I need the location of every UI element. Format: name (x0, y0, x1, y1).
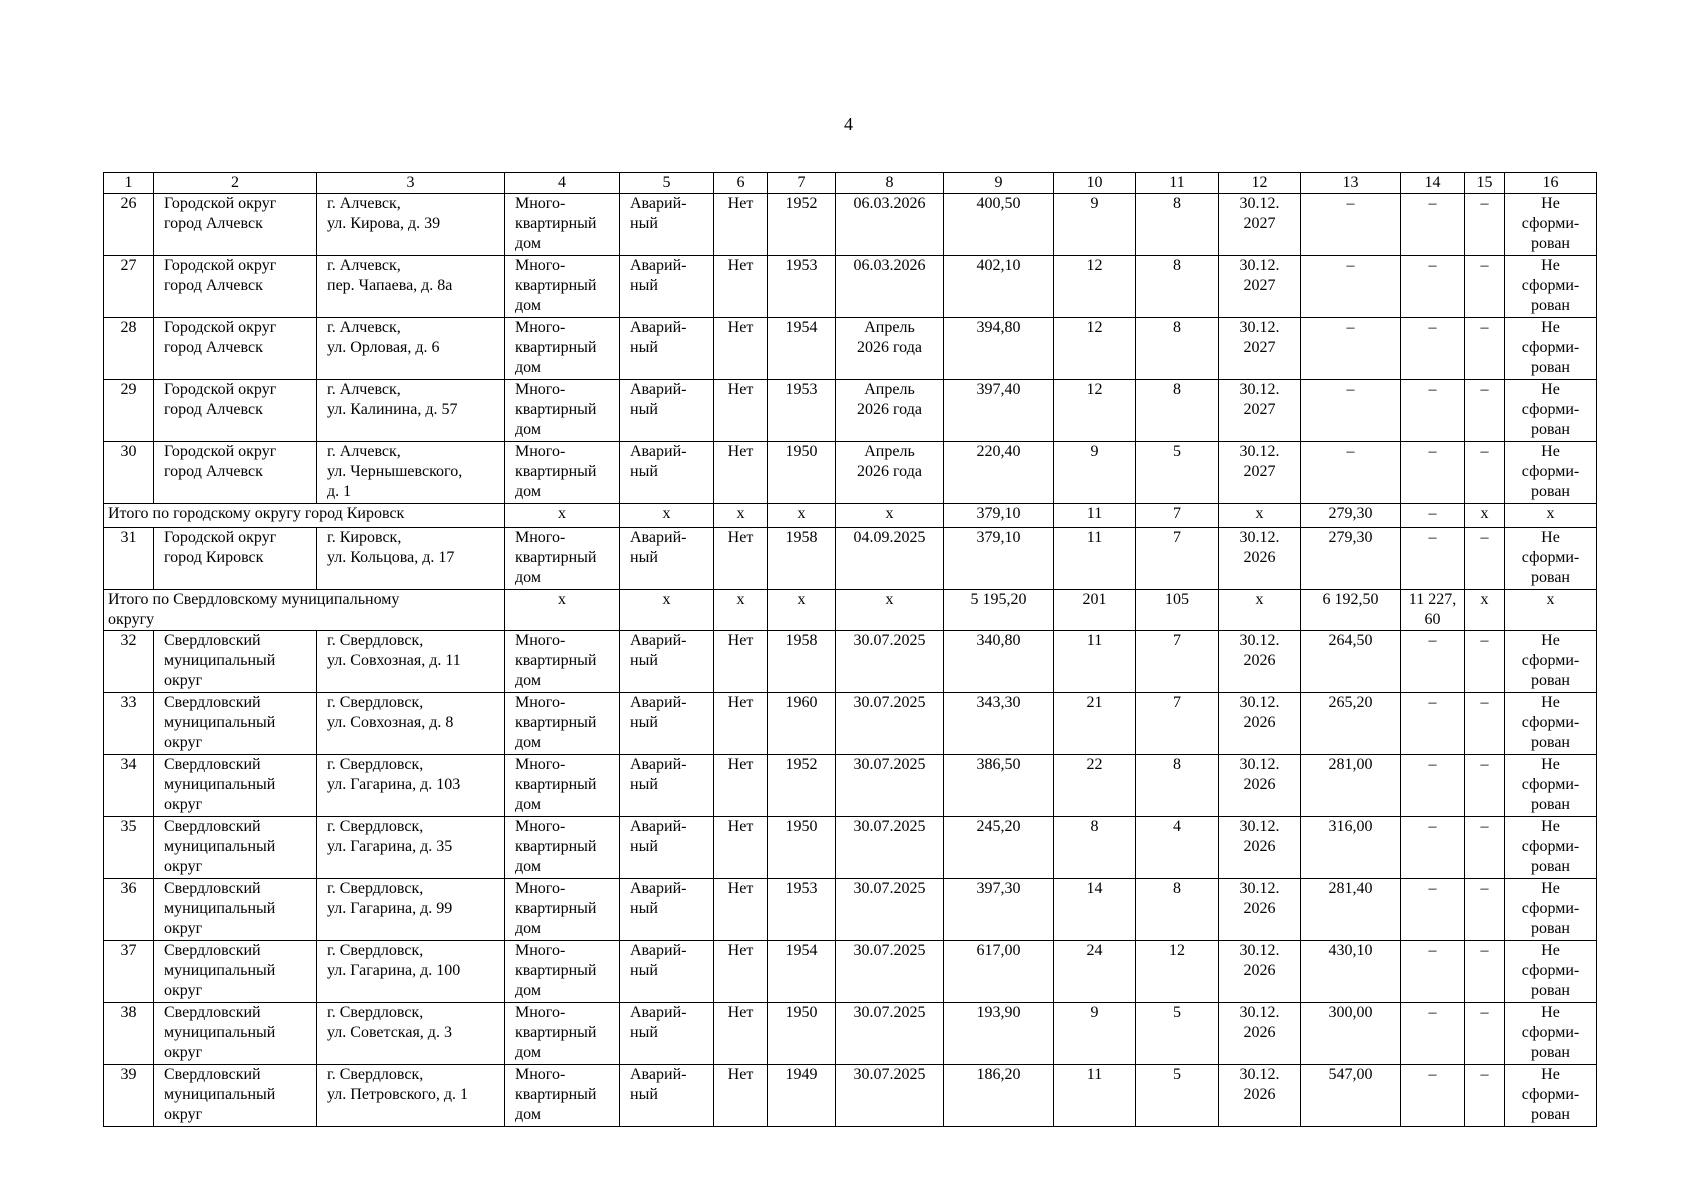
column-number: 11 (1136, 173, 1219, 194)
table-cell: – (1401, 693, 1465, 755)
table-row (104, 1003, 1597, 1065)
table-cell: Не сформи- рован (1505, 380, 1597, 442)
table-cell: Свердловский муниципальный округ (154, 693, 317, 755)
table-cell: 30.12. 2026 (1219, 631, 1301, 693)
table-cell: г. Свердловск, ул. Советская, д. 3 (317, 1003, 505, 1065)
table-cell: г. Кировск, ул. Кольцова, д. 17 (317, 528, 505, 590)
table-cell: 1954 (768, 318, 836, 380)
table-cell: Аварий- ный (620, 755, 714, 817)
table-cell: 397,30 (944, 879, 1054, 941)
table-cell: – (1465, 817, 1505, 879)
table-cell: 31 (104, 528, 154, 590)
table-cell: г. Свердловск, ул. Гагарина, д. 103 (317, 755, 505, 817)
table-cell: 30.07.2025 (836, 817, 944, 879)
subtotal-cell: 11 227, 60 (1401, 590, 1465, 631)
table-cell: Свердловский муниципальный округ (154, 941, 317, 1003)
table-cell: 11 (1054, 528, 1136, 590)
table-cell: 316,00 (1301, 817, 1401, 879)
column-number: 4 (505, 173, 620, 194)
subtotal-cell: x (836, 504, 944, 528)
table-cell: Не сформи- рован (1505, 693, 1597, 755)
subtotal-cell: x (505, 590, 620, 631)
table-cell: – (1401, 380, 1465, 442)
table-cell: г. Алчевск, ул. Орловая, д. 6 (317, 318, 505, 380)
table-cell: Много- квартирный дом (505, 528, 620, 590)
table-cell: 5 (1136, 1065, 1219, 1127)
table-cell: 265,20 (1301, 693, 1401, 755)
table-cell: Апрель 2026 года (836, 318, 944, 380)
table-cell: Аварий- ный (620, 879, 714, 941)
table-cell: г. Свердловск, ул. Гагарина, д. 35 (317, 817, 505, 879)
table-cell: 30.12. 2026 (1219, 879, 1301, 941)
table-cell: 06.03.2026 (836, 194, 944, 256)
table-cell: 1953 (768, 256, 836, 318)
table-cell: Много- квартирный дом (505, 194, 620, 256)
subtotal-cell: x (620, 590, 714, 631)
table-cell: Аварий- ный (620, 380, 714, 442)
table-cell: 9 (1054, 442, 1136, 504)
table-cell: – (1301, 318, 1401, 380)
table-cell: 4 (1136, 817, 1219, 879)
table-cell: 8 (1136, 318, 1219, 380)
table-cell: – (1301, 442, 1401, 504)
table-cell: – (1401, 631, 1465, 693)
subtotal-cell: x (1465, 504, 1505, 528)
table-cell: 5 (1136, 442, 1219, 504)
table-cell: 39 (104, 1065, 154, 1127)
table-cell: 8 (1136, 256, 1219, 318)
subtotal-cell: x (620, 504, 714, 528)
table-cell: Аварий- ный (620, 1065, 714, 1127)
table-cell: 7 (1136, 693, 1219, 755)
subtotal-cell: x (714, 590, 768, 631)
table-cell: 36 (104, 879, 154, 941)
table-cell: Много- квартирный дом (505, 817, 620, 879)
table-row (104, 817, 1597, 879)
table-cell: Аварий- ный (620, 256, 714, 318)
table-cell: 1950 (768, 817, 836, 879)
table-cell: Аварий- ный (620, 194, 714, 256)
table-cell: 9 (1054, 1003, 1136, 1065)
table-cell: 30.12. 2027 (1219, 318, 1301, 380)
table-cell: 245,20 (944, 817, 1054, 879)
table-row (104, 256, 1597, 318)
table-cell: Нет (714, 817, 768, 879)
table-cell: 5 (1136, 1003, 1219, 1065)
table-cell: 8 (1136, 755, 1219, 817)
table-cell: Нет (714, 442, 768, 504)
column-number-row (104, 173, 1597, 194)
table-cell: – (1465, 194, 1505, 256)
table-cell: – (1465, 1065, 1505, 1127)
table-cell: Нет (714, 1065, 768, 1127)
table-cell: 30.12. 2027 (1219, 256, 1301, 318)
table-cell: Нет (714, 528, 768, 590)
table-cell: Не сформи- рован (1505, 755, 1597, 817)
subtotal-row (104, 590, 1597, 631)
table-cell: – (1401, 941, 1465, 1003)
table-cell: 06.03.2026 (836, 256, 944, 318)
table-row (104, 528, 1597, 590)
table-cell: – (1401, 817, 1465, 879)
table-cell: 1953 (768, 879, 836, 941)
column-number: 6 (714, 173, 768, 194)
table-cell: Нет (714, 693, 768, 755)
table-cell: 379,10 (944, 528, 1054, 590)
table-row (104, 755, 1597, 817)
table-cell: Аварий- ный (620, 631, 714, 693)
subtotal-label: Итого по городскому округу город Кировск (104, 504, 505, 528)
table-cell: 30.12. 2026 (1219, 528, 1301, 590)
table-cell: г. Алчевск, пер. Чапаева, д. 8а (317, 256, 505, 318)
table-cell: г. Свердловск, ул. Гагарина, д. 99 (317, 879, 505, 941)
column-number: 1 (104, 173, 154, 194)
table-cell: Не сформи- рован (1505, 1003, 1597, 1065)
table-cell: 8 (1136, 879, 1219, 941)
table-cell: 1950 (768, 1003, 836, 1065)
table-cell: Свердловский муниципальный округ (154, 817, 317, 879)
table-cell: 547,00 (1301, 1065, 1401, 1127)
table-cell: 30.12. 2026 (1219, 1003, 1301, 1065)
subtotal-cell: x (1219, 590, 1301, 631)
table-cell: – (1401, 318, 1465, 380)
table-cell: 22 (1054, 755, 1136, 817)
table-cell: 14 (1054, 879, 1136, 941)
table-cell: 30.07.2025 (836, 755, 944, 817)
subtotal-cell: 379,10 (944, 504, 1054, 528)
table-cell: – (1465, 256, 1505, 318)
table-cell: 8 (1054, 817, 1136, 879)
subtotal-cell: x (1505, 590, 1597, 631)
table-cell: 281,40 (1301, 879, 1401, 941)
table-cell: Нет (714, 380, 768, 442)
subtotal-cell: x (714, 504, 768, 528)
table-cell: Не сформи- рован (1505, 318, 1597, 380)
table-cell: – (1465, 442, 1505, 504)
subtotal-cell: 105 (1136, 590, 1219, 631)
table-cell: 30.12. 2027 (1219, 194, 1301, 256)
table-cell: 220,40 (944, 442, 1054, 504)
table-cell: 386,50 (944, 755, 1054, 817)
column-number: 16 (1505, 173, 1597, 194)
table-cell: 186,20 (944, 1065, 1054, 1127)
table-cell: 7 (1136, 631, 1219, 693)
table-cell: 30.07.2025 (836, 941, 944, 1003)
table-cell: 193,90 (944, 1003, 1054, 1065)
table-cell: Нет (714, 755, 768, 817)
table-cell: Не сформи- рован (1505, 528, 1597, 590)
column-number: 9 (944, 173, 1054, 194)
housing-table (103, 172, 1597, 1127)
table-cell: – (1401, 442, 1465, 504)
column-number: 3 (317, 173, 505, 194)
column-number: 13 (1301, 173, 1401, 194)
table-cell: – (1465, 528, 1505, 590)
table-cell: Много- квартирный дом (505, 1065, 620, 1127)
table-row (104, 380, 1597, 442)
table-cell: Аварий- ный (620, 318, 714, 380)
table-cell: Аварий- ный (620, 941, 714, 1003)
table-cell: 21 (1054, 693, 1136, 755)
subtotal-cell: x (1219, 504, 1301, 528)
table-cell: Много- квартирный дом (505, 693, 620, 755)
table-cell: Нет (714, 1003, 768, 1065)
table-cell: Городской округ город Алчевск (154, 194, 317, 256)
column-number: 5 (620, 173, 714, 194)
table-cell: 30.12. 2027 (1219, 442, 1301, 504)
table-cell: 7 (1136, 528, 1219, 590)
table-cell: 340,80 (944, 631, 1054, 693)
table-cell: Нет (714, 256, 768, 318)
table-cell: 430,10 (1301, 941, 1401, 1003)
subtotal-cell: 5 195,20 (944, 590, 1054, 631)
table-cell: Много- квартирный дом (505, 256, 620, 318)
table-cell: Не сформи- рован (1505, 442, 1597, 504)
table-cell: 1960 (768, 693, 836, 755)
table-cell: г. Свердловск, ул. Совхозная, д. 8 (317, 693, 505, 755)
table-cell: Городской округ город Алчевск (154, 442, 317, 504)
table-cell: Много- квартирный дом (505, 1003, 620, 1065)
table-cell: 8 (1136, 194, 1219, 256)
table-cell: 32 (104, 631, 154, 693)
table-cell: 37 (104, 941, 154, 1003)
table-cell: Апрель 2026 года (836, 442, 944, 504)
table-cell: 300,00 (1301, 1003, 1401, 1065)
table-cell: 34 (104, 755, 154, 817)
column-number: 7 (768, 173, 836, 194)
subtotal-row (104, 504, 1597, 528)
table-cell: Не сформи- рован (1505, 817, 1597, 879)
subtotal-cell: 6 192,50 (1301, 590, 1401, 631)
table-cell: 8 (1136, 380, 1219, 442)
column-number: 14 (1401, 173, 1465, 194)
table-cell: г. Алчевск, ул. Кирова, д. 39 (317, 194, 505, 256)
subtotal-cell: 7 (1136, 504, 1219, 528)
table-cell: 12 (1054, 318, 1136, 380)
table-cell: 1952 (768, 194, 836, 256)
table-cell: Много- квартирный дом (505, 879, 620, 941)
table-row (104, 631, 1597, 693)
table-cell: 30 (104, 442, 154, 504)
table-cell: 343,30 (944, 693, 1054, 755)
table-cell: 30.07.2025 (836, 631, 944, 693)
table-cell: – (1465, 380, 1505, 442)
table-cell: 1954 (768, 941, 836, 1003)
table-cell: г. Свердловск, ул. Совхозная, д. 11 (317, 631, 505, 693)
table-cell: – (1401, 194, 1465, 256)
table-cell: 1950 (768, 442, 836, 504)
table-cell: Свердловский муниципальный округ (154, 755, 317, 817)
subtotal-cell: x (1505, 504, 1597, 528)
subtotal-cell: – (1401, 504, 1465, 528)
table-cell: – (1401, 256, 1465, 318)
table-cell: Свердловский муниципальный округ (154, 879, 317, 941)
table-cell: 35 (104, 817, 154, 879)
table-cell: – (1401, 755, 1465, 817)
column-number: 10 (1054, 173, 1136, 194)
table-cell: 397,40 (944, 380, 1054, 442)
table-cell: 28 (104, 318, 154, 380)
table-cell: Не сформи- рован (1505, 256, 1597, 318)
table-cell: 27 (104, 256, 154, 318)
table-cell: 26 (104, 194, 154, 256)
table-cell: Аварий- ный (620, 1003, 714, 1065)
table-cell: 9 (1054, 194, 1136, 256)
table-cell: Не сформи- рован (1505, 631, 1597, 693)
table-cell: 38 (104, 1003, 154, 1065)
table-cell: 1949 (768, 1065, 836, 1127)
column-number: 2 (154, 173, 317, 194)
table-cell: Городской округ город Алчевск (154, 318, 317, 380)
table-cell: 281,00 (1301, 755, 1401, 817)
table-cell: 394,80 (944, 318, 1054, 380)
table-cell: 30.07.2025 (836, 1003, 944, 1065)
subtotal-label: Итого по Свердловскому муниципальному округу (104, 590, 505, 631)
table-cell: 33 (104, 693, 154, 755)
table-cell: 1952 (768, 755, 836, 817)
table-cell: г. Свердловск, ул. Петровского, д. 1 (317, 1065, 505, 1127)
table-cell: 1958 (768, 631, 836, 693)
table-cell: 12 (1136, 941, 1219, 1003)
table-cell: – (1301, 194, 1401, 256)
table-cell: 30.12. 2026 (1219, 693, 1301, 755)
table-cell: – (1465, 879, 1505, 941)
table-cell: Много- квартирный дом (505, 631, 620, 693)
table-cell: – (1401, 879, 1465, 941)
table-cell: Нет (714, 194, 768, 256)
table-cell: Много- квартирный дом (505, 318, 620, 380)
table-cell: Городской округ город Алчевск (154, 256, 317, 318)
column-number: 12 (1219, 173, 1301, 194)
table-cell: – (1465, 693, 1505, 755)
subtotal-cell: 279,30 (1301, 504, 1401, 528)
table-cell: 30.12. 2027 (1219, 380, 1301, 442)
table-row (104, 194, 1597, 256)
table-cell: 12 (1054, 380, 1136, 442)
table-cell: 400,50 (944, 194, 1054, 256)
table-cell: 30.07.2025 (836, 1065, 944, 1127)
table-cell: 1953 (768, 380, 836, 442)
table-row (104, 693, 1597, 755)
table-cell: г. Алчевск, ул. Калинина, д. 57 (317, 380, 505, 442)
column-number: 15 (1465, 173, 1505, 194)
table-row (104, 442, 1597, 504)
table-cell: Свердловский муниципальный округ (154, 1065, 317, 1127)
table-cell: Городской округ город Кировск (154, 528, 317, 590)
table-cell: 30.07.2025 (836, 879, 944, 941)
table-cell: Аварий- ный (620, 442, 714, 504)
table-cell: 279,30 (1301, 528, 1401, 590)
table-cell: 617,00 (944, 941, 1054, 1003)
table-cell: 264,50 (1301, 631, 1401, 693)
table-cell: 24 (1054, 941, 1136, 1003)
table-row (104, 318, 1597, 380)
table-cell: Свердловский муниципальный округ (154, 1003, 317, 1065)
table-cell: Аварий- ный (620, 528, 714, 590)
table-cell: 30.12. 2026 (1219, 817, 1301, 879)
table-cell: 12 (1054, 256, 1136, 318)
table-cell: Много- квартирный дом (505, 442, 620, 504)
subtotal-cell: 11 (1054, 504, 1136, 528)
table-cell: – (1401, 1065, 1465, 1127)
subtotal-cell: x (1465, 590, 1505, 631)
table-cell: Аварий- ный (620, 817, 714, 879)
table-cell: Нет (714, 631, 768, 693)
table-cell: Городской округ город Алчевск (154, 380, 317, 442)
subtotal-cell: x (768, 590, 836, 631)
table-cell: – (1465, 631, 1505, 693)
table-cell: – (1301, 380, 1401, 442)
table-cell: Не сформи- рован (1505, 1065, 1597, 1127)
table-cell: – (1301, 256, 1401, 318)
table-cell: г. Свердловск, ул. Гагарина, д. 100 (317, 941, 505, 1003)
table-cell: Аварий- ный (620, 693, 714, 755)
table-cell: 04.09.2025 (836, 528, 944, 590)
table-cell: 402,10 (944, 256, 1054, 318)
table-cell: Нет (714, 941, 768, 1003)
table-cell: Апрель 2026 года (836, 380, 944, 442)
subtotal-cell: x (836, 590, 944, 631)
table-cell: 30.07.2025 (836, 693, 944, 755)
column-number: 8 (836, 173, 944, 194)
table-cell: 30.12. 2026 (1219, 1065, 1301, 1127)
table-cell: Свердловский муниципальный округ (154, 631, 317, 693)
table-row (104, 941, 1597, 1003)
page-number: 4 (844, 114, 853, 134)
subtotal-cell: x (768, 504, 836, 528)
table-cell: Много- квартирный дом (505, 941, 620, 1003)
table-cell: 11 (1054, 631, 1136, 693)
table-cell: г. Алчевск, ул. Чернышевского, д. 1 (317, 442, 505, 504)
table-cell: Не сформи- рован (1505, 879, 1597, 941)
table-cell: Много- квартирный дом (505, 755, 620, 817)
table-cell: Много- квартирный дом (505, 380, 620, 442)
table-cell: – (1401, 1003, 1465, 1065)
table-cell: Нет (714, 879, 768, 941)
subtotal-cell: x (505, 504, 620, 528)
table-row (104, 1065, 1597, 1127)
table-cell: – (1465, 318, 1505, 380)
subtotal-cell: 201 (1054, 590, 1136, 631)
table-cell: Не сформи- рован (1505, 194, 1597, 256)
table-cell: – (1465, 755, 1505, 817)
table-cell: Нет (714, 318, 768, 380)
table-cell: 29 (104, 380, 154, 442)
table-cell: – (1465, 941, 1505, 1003)
table-cell: 30.12. 2026 (1219, 941, 1301, 1003)
table-cell: Не сформи- рован (1505, 941, 1597, 1003)
table-cell: – (1465, 1003, 1505, 1065)
table-row (104, 879, 1597, 941)
table-cell: 30.12. 2026 (1219, 755, 1301, 817)
table-cell: 1958 (768, 528, 836, 590)
table-cell: – (1401, 528, 1465, 590)
table-cell: 11 (1054, 1065, 1136, 1127)
